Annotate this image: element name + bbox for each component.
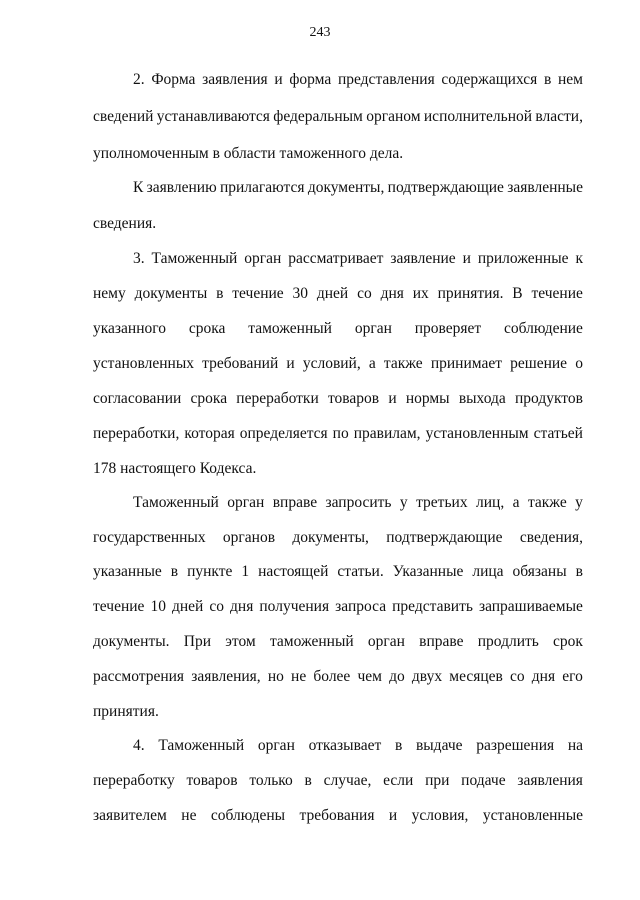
text-line	[133, 179, 583, 197]
word: подтверждающие	[387, 179, 504, 196]
word: при	[425, 772, 450, 789]
word: месяцев	[449, 668, 503, 685]
word: дней	[316, 285, 349, 302]
word: статьи.	[337, 563, 384, 580]
word: установленным	[425, 425, 529, 442]
text-line	[93, 355, 583, 373]
word: Форма	[151, 71, 196, 88]
word: пункте	[187, 563, 233, 580]
word: только	[249, 772, 293, 789]
word: рассматривает	[288, 250, 384, 267]
word: Таможенный	[158, 737, 245, 754]
word: продуктов	[514, 390, 583, 407]
word: запроса	[335, 598, 387, 615]
word: а	[368, 355, 376, 372]
word: орган	[354, 320, 392, 337]
word: также	[527, 494, 567, 511]
word: документы,	[307, 179, 385, 196]
word: подаче	[461, 772, 506, 789]
word: и	[286, 355, 295, 372]
word: обязаны	[512, 563, 567, 580]
word: нем	[557, 71, 583, 88]
word: орган	[244, 250, 282, 267]
word: В	[512, 285, 523, 302]
word: требований	[202, 355, 279, 372]
word: более	[313, 668, 351, 685]
word: у	[575, 494, 583, 511]
word: проверяет	[414, 320, 482, 337]
word: статьей	[533, 425, 583, 442]
word: срока	[188, 320, 226, 337]
word: заявителем	[93, 807, 167, 824]
word: нормы	[405, 390, 450, 407]
word: их	[412, 285, 429, 302]
word: орган	[227, 494, 265, 511]
word: разрешения	[476, 737, 555, 754]
word: органом	[366, 108, 421, 125]
word: отказывает	[308, 737, 382, 754]
word: а	[512, 494, 520, 511]
text-line	[93, 807, 583, 825]
word: установленные	[482, 807, 583, 824]
text-line: уполномоченным в области таможенного дела.	[93, 145, 404, 162]
text-line: 178 настоящего Кодекса.	[93, 460, 257, 477]
word: по	[332, 425, 349, 442]
word: в	[575, 563, 583, 580]
word: 30	[292, 285, 309, 302]
word: о	[575, 355, 583, 372]
word: соблюдены	[210, 807, 286, 824]
text-line	[93, 772, 583, 790]
word: до	[389, 668, 405, 685]
word: заявления	[517, 772, 583, 789]
word: срока	[190, 390, 228, 407]
word: и	[274, 71, 283, 88]
word: решение	[510, 355, 568, 372]
word: Указанные	[392, 563, 464, 580]
text-line	[93, 598, 583, 616]
word: 2.	[133, 71, 145, 88]
word: товаров	[186, 772, 238, 789]
word: представить	[392, 598, 473, 615]
text-line	[93, 320, 583, 338]
word: согласовании	[93, 390, 182, 407]
text-line	[133, 737, 583, 755]
word: чем	[357, 668, 382, 685]
word: если	[383, 772, 414, 789]
word: и	[388, 390, 397, 407]
word: представления	[337, 71, 435, 88]
word: заявленные	[507, 179, 583, 196]
word: в	[216, 285, 224, 302]
text-line: сведения.	[93, 215, 157, 232]
word: вправе	[419, 633, 464, 650]
word: течение	[93, 598, 145, 615]
word: указанного	[93, 320, 166, 337]
word: его	[562, 668, 583, 685]
text-line	[93, 633, 583, 651]
word: вправе	[272, 494, 318, 511]
word: в	[394, 737, 403, 754]
word: срок	[553, 633, 583, 650]
word: условий,	[302, 355, 361, 372]
word: устанавливаются	[156, 108, 270, 125]
word: в	[543, 71, 552, 88]
word: документы	[134, 285, 208, 302]
word: подтверждающие	[386, 529, 503, 546]
text-line	[93, 668, 583, 686]
word: орган	[367, 633, 405, 650]
text-line	[133, 494, 583, 512]
word: орган	[257, 737, 295, 754]
word: Таможенный	[151, 250, 238, 267]
word: в	[170, 563, 179, 580]
word: выдаче	[415, 737, 463, 754]
word: со	[209, 598, 225, 615]
word: Таможенный	[133, 494, 219, 511]
word: принятия.	[437, 285, 504, 302]
word: определяется	[239, 425, 328, 442]
word: товаров	[327, 390, 380, 407]
word: также	[383, 355, 423, 372]
text-line	[93, 390, 583, 408]
word: заявления,	[191, 668, 261, 685]
word: федеральным	[273, 108, 363, 125]
word: запрашиваемые	[478, 598, 583, 615]
word: 3.	[133, 250, 145, 267]
word: требования	[299, 807, 375, 824]
text-line	[93, 563, 583, 581]
text-line	[93, 425, 583, 443]
word: заявления	[202, 71, 268, 88]
text-line	[93, 285, 583, 303]
text-line: принятия.	[93, 703, 159, 720]
word: продлить	[477, 633, 539, 650]
word: документы,	[292, 529, 369, 546]
word: таможенный	[269, 633, 354, 650]
word: дня	[230, 598, 254, 615]
word: рассмотрения	[93, 668, 185, 685]
word: сведения,	[519, 529, 583, 546]
word: и	[388, 807, 398, 824]
word: власти,	[535, 108, 583, 125]
word: сведений	[93, 108, 154, 125]
word: При	[183, 633, 212, 650]
word: течение	[232, 285, 284, 302]
page-number: 243	[309, 25, 331, 40]
word: переработки,	[93, 425, 180, 442]
word: третьих	[416, 494, 468, 511]
word: условия,	[411, 807, 469, 824]
word: переработки	[236, 390, 319, 407]
word: содержащихся	[441, 71, 538, 88]
word: 1	[241, 563, 250, 580]
word: принимает	[430, 355, 502, 372]
word: 10	[150, 598, 166, 615]
word: выхода	[458, 390, 506, 407]
word: которая	[184, 425, 235, 442]
word: приложенные	[477, 250, 569, 267]
word: указанные	[93, 563, 162, 580]
word: у	[399, 494, 408, 511]
text-line	[133, 250, 583, 268]
word: в	[304, 772, 312, 789]
word: случае,	[323, 772, 372, 789]
word: переработку	[93, 772, 175, 789]
word: и	[462, 250, 471, 267]
word: заявление	[390, 250, 456, 267]
text-line	[133, 71, 583, 89]
word: со	[357, 285, 372, 302]
word: на	[567, 737, 583, 754]
word: установленных	[93, 355, 194, 372]
text-line	[93, 108, 583, 126]
word: исполнительной	[423, 108, 533, 125]
word: течение	[531, 285, 583, 302]
word: со	[510, 668, 525, 685]
word: настоящей	[258, 563, 329, 580]
word: нему	[93, 285, 126, 302]
word: лица	[472, 563, 504, 580]
word: лиц,	[476, 494, 505, 511]
word: 4.	[133, 737, 145, 754]
word: правилам,	[353, 425, 421, 442]
word: к	[575, 250, 583, 267]
word: дня	[380, 285, 404, 302]
word: но	[267, 668, 284, 685]
text-line	[93, 529, 583, 547]
word: документы.	[93, 633, 170, 650]
word: заявлению	[146, 179, 217, 196]
word: К	[133, 179, 144, 196]
word: дней	[171, 598, 204, 615]
word: получения	[259, 598, 330, 615]
word: запросить	[325, 494, 392, 511]
word: таможенный	[248, 320, 332, 337]
word: форма	[289, 71, 332, 88]
word: прилагаются	[219, 179, 305, 196]
word: соблюдение	[504, 320, 583, 337]
word: двух	[411, 668, 443, 685]
word: государственных	[93, 529, 206, 546]
word: этом	[225, 633, 256, 650]
word: органов	[222, 529, 276, 546]
word: не	[291, 668, 307, 685]
word: не	[181, 807, 197, 824]
word: дня	[531, 668, 556, 685]
